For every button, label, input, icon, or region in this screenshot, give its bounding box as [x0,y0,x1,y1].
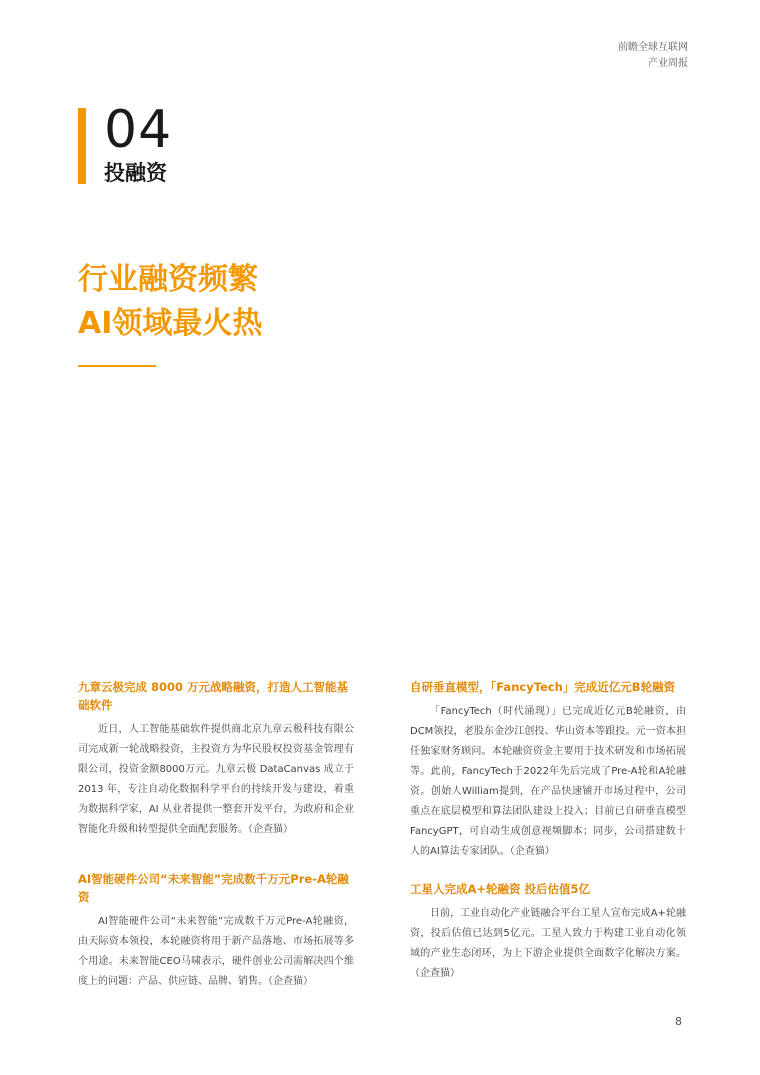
report-header [618,40,688,72]
article-title: 工星人完成A+轮融资 投后估值5亿 [410,882,591,896]
headline-line-1: 行业融资频繁 [78,262,258,297]
article-title: 自研垂直模型，「FancyTech」完成近亿元B轮融资 [410,680,676,694]
section-accent-bar [78,108,86,184]
article-title: 九章云极完成 8000 万元战略融资，打造人工智能基础软件 [78,680,349,712]
page-number: 8 [675,1015,682,1028]
section-title: 投融资 [104,161,167,185]
article-body: 「FancyTech（时代涌现）」已完成近亿元B轮融资，由DCM领投，老股东金沙江创投、华山资本等跟投。元一资本担任独家财务顾问。本轮融资资金主要用于技术研发和市场拓展等。此前，FancyTech于2022年先后完成了Pre-A轮和A轮融资。创始人William提到，在产品快速铺开市场过程中，公司重点在底层模型和算法团队建设上投入；目前已自研垂直模型FancyGPT，可自动生成创意视频脚本；同步，公司搭建数十人的AI算法专家团队。（企查猫） [410,706,686,857]
article-gongxingren [410,880,686,984]
article-body: AI智能硬件公司“未来智能”完成数千万元Pre-A轮融资，由天际资本领投，本轮融资将用于新产品落地、市场拓展等多个用途。未来智能CEO马啸表示，硬件创业公司需解决四个维度上的问题：产品、供应链、品牌、销售。（企查猫） [78,916,354,987]
header-publisher: 前瞻全球互联网 [618,42,688,53]
article-title: AI智能硬件公司“未来智能”完成数千万元Pre-A轮融资 [78,872,349,904]
headline-line-2: AI领域最火热 [78,306,263,341]
article-body: 近日，人工智能基础软件提供商北京九章云极科技有限公司完成新一轮战略投资，主投资方为华民股权投资基金管理有限公司，投资金额8000万元。九章云极 DataCanvas 成立于 2013 年，专注自动化数据科学平台的持续开发与建设，着重为数据科学家，AI 从业者提供一整套开发平台，为政府和企业智能化升级和转型提供全面配套服务。（企查猫） [78,724,354,835]
section-number: 04 [104,100,173,160]
headline [78,258,262,346]
article-future-intelligence [78,870,354,992]
header-report-name: 产业周报 [648,58,688,69]
article-body: 日前，工业自动化产业链融合平台工星人宣布完成A+轮融资，投后估值已达到5亿元。工星人致力于构建工业自动化领域的产业生态闭环，为上下游企业提供全面数字化解决方案。（企查猫） [410,908,686,979]
headline-underline [78,365,156,367]
article-fancytech [410,678,686,862]
article-jiuzhang [78,678,354,840]
